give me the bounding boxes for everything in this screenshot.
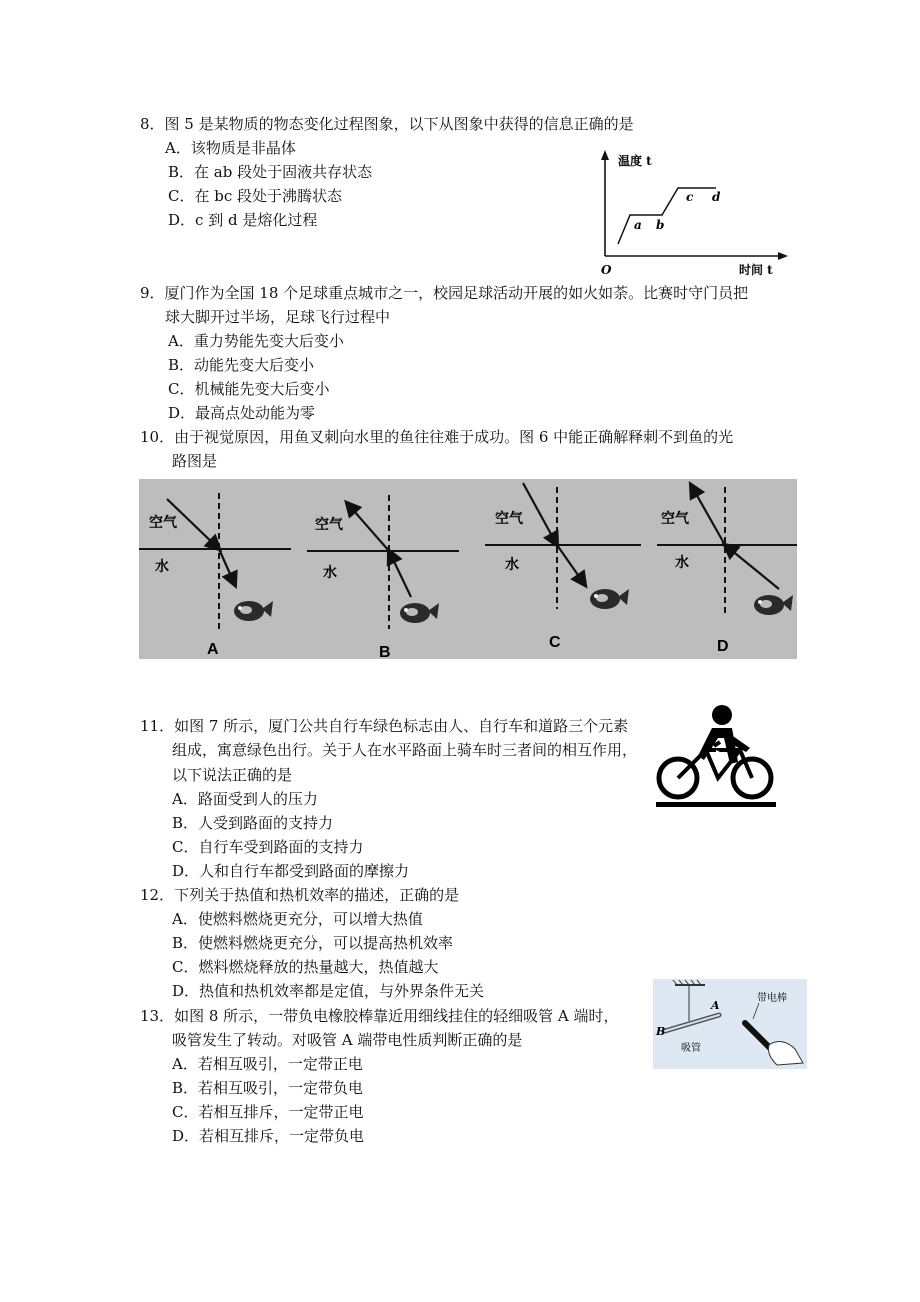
end-b-label: B (656, 1025, 666, 1038)
temperature-time-graph (592, 148, 792, 280)
refraction-diagrams (139, 479, 797, 659)
q11-option-c: C．自行车受到路面的支持力 (172, 838, 364, 856)
heating-curve (618, 188, 716, 244)
q13-stem-line1: 13．如图 8 所示，一带负电橡胶棒靠近用细线挂住的轻细吸管 A 端时， (140, 1007, 619, 1025)
q9-option-d: D．最高点处动能为零 (168, 404, 316, 422)
x-axis-arrow (778, 252, 788, 260)
panel-label: B (379, 644, 391, 659)
diagram-background (139, 479, 797, 659)
charged-rod-figure (653, 979, 807, 1069)
water-label: 水 (505, 557, 519, 573)
q11-stem-line3: 以下说法正确的是 (172, 766, 293, 784)
water-label: 水 (675, 555, 689, 571)
air-label: 空气 (661, 511, 689, 527)
end-a-label: A (711, 999, 720, 1012)
air-label: 空气 (315, 517, 343, 533)
q10-stem-line2: 路图是 (172, 452, 218, 470)
x-axis-label: 时间 t (739, 263, 773, 277)
q9-option-a: A．重力势能先变大后变小 (168, 332, 344, 350)
water-label: 水 (155, 559, 169, 575)
panel-label: A (207, 641, 219, 658)
q9-option-b: B．动能先变大后变小 (168, 356, 315, 374)
point-a: a (634, 218, 642, 232)
q13-option-b: B．若相互吸引，一定带负电 (172, 1079, 364, 1097)
origin-label: O (601, 263, 612, 277)
q11-stem-line1: 11．如图 7 所示，厦门公共自行车绿色标志由人、自行车和道路三个元素 (140, 717, 629, 735)
panel-label: C (549, 634, 561, 651)
q12-option-a: A．使燃料燃烧更充分，可以增大热值 (172, 910, 423, 928)
q11-stem-line2: 组成，寓意绿色出行。关于人在水平路面上骑车时三者间的相互作用， (172, 741, 638, 759)
rod-label: 带电棒 (757, 993, 787, 1004)
q9-stem-line1: 9．厦门作为全国 18 个足球重点城市之一，校园足球活动开展的如火如荼。比赛时守门员把 (140, 284, 749, 302)
q12-option-b: B．使燃料燃烧更充分，可以提高热机效率 (172, 934, 454, 952)
point-c: c (686, 190, 694, 204)
q8-option-a: A．该物质是非晶体 (165, 139, 296, 157)
q10-stem-line1: 10．由于视觉原因，用鱼叉刺向水里的鱼往往难于成功。图 6 中能正确解释刺不到鱼的光 (140, 428, 734, 446)
q8-option-d: D．c 到 d 是熔化过程 (168, 211, 318, 229)
y-axis-label: 温度 t (618, 154, 652, 168)
q11-option-b: B．人受到路面的支持力 (172, 814, 334, 832)
straw-label: 吸管 (681, 1043, 701, 1054)
q8-option-b: B．在 ab 段处于固液共存状态 (168, 163, 373, 181)
rider-head (712, 705, 732, 725)
bicycle-logo (654, 702, 778, 808)
point-b: b (656, 218, 665, 232)
air-label: 空气 (495, 511, 523, 527)
q9-option-c: C．机械能先变大后变小 (168, 380, 330, 398)
q12-option-d: D．热值和热机效率都是定值，与外界条件无关 (172, 982, 485, 1000)
y-axis-arrow (601, 150, 609, 160)
air-label: 空气 (149, 515, 177, 531)
q11-option-d: D．人和自行车都受到路面的摩擦力 (172, 862, 410, 880)
q12-option-c: C．燃料燃烧释放的热量越大，热值越大 (172, 958, 439, 976)
q13-option-a: A．若相互吸引，一定带正电 (172, 1055, 363, 1073)
q9-stem-line2: 球大脚开过半场，足球飞行过程中 (165, 308, 391, 326)
q12-stem: 12．下列关于热值和热机效率的描述，正确的是 (140, 886, 460, 904)
q11-option-a: A．路面受到人的压力 (172, 790, 318, 808)
road (656, 802, 776, 807)
q13-stem-line2: 吸管发生了转动。对吸管 A 端带电性质判断正确的是 (172, 1031, 523, 1049)
q8-option-c: C．在 bc 段处于沸腾状态 (168, 187, 343, 205)
point-d: d (712, 190, 721, 204)
q8-stem: 8．图 5 是某物质的物态变化过程图象，以下从图象中获得的信息正确的是 (140, 115, 634, 133)
water-label: 水 (323, 565, 337, 581)
q13-option-c: C．若相互排斥，一定带正电 (172, 1103, 364, 1121)
q13-option-d: D．若相互排斥，一定带负电 (172, 1127, 365, 1145)
panel-label: D (717, 638, 729, 655)
